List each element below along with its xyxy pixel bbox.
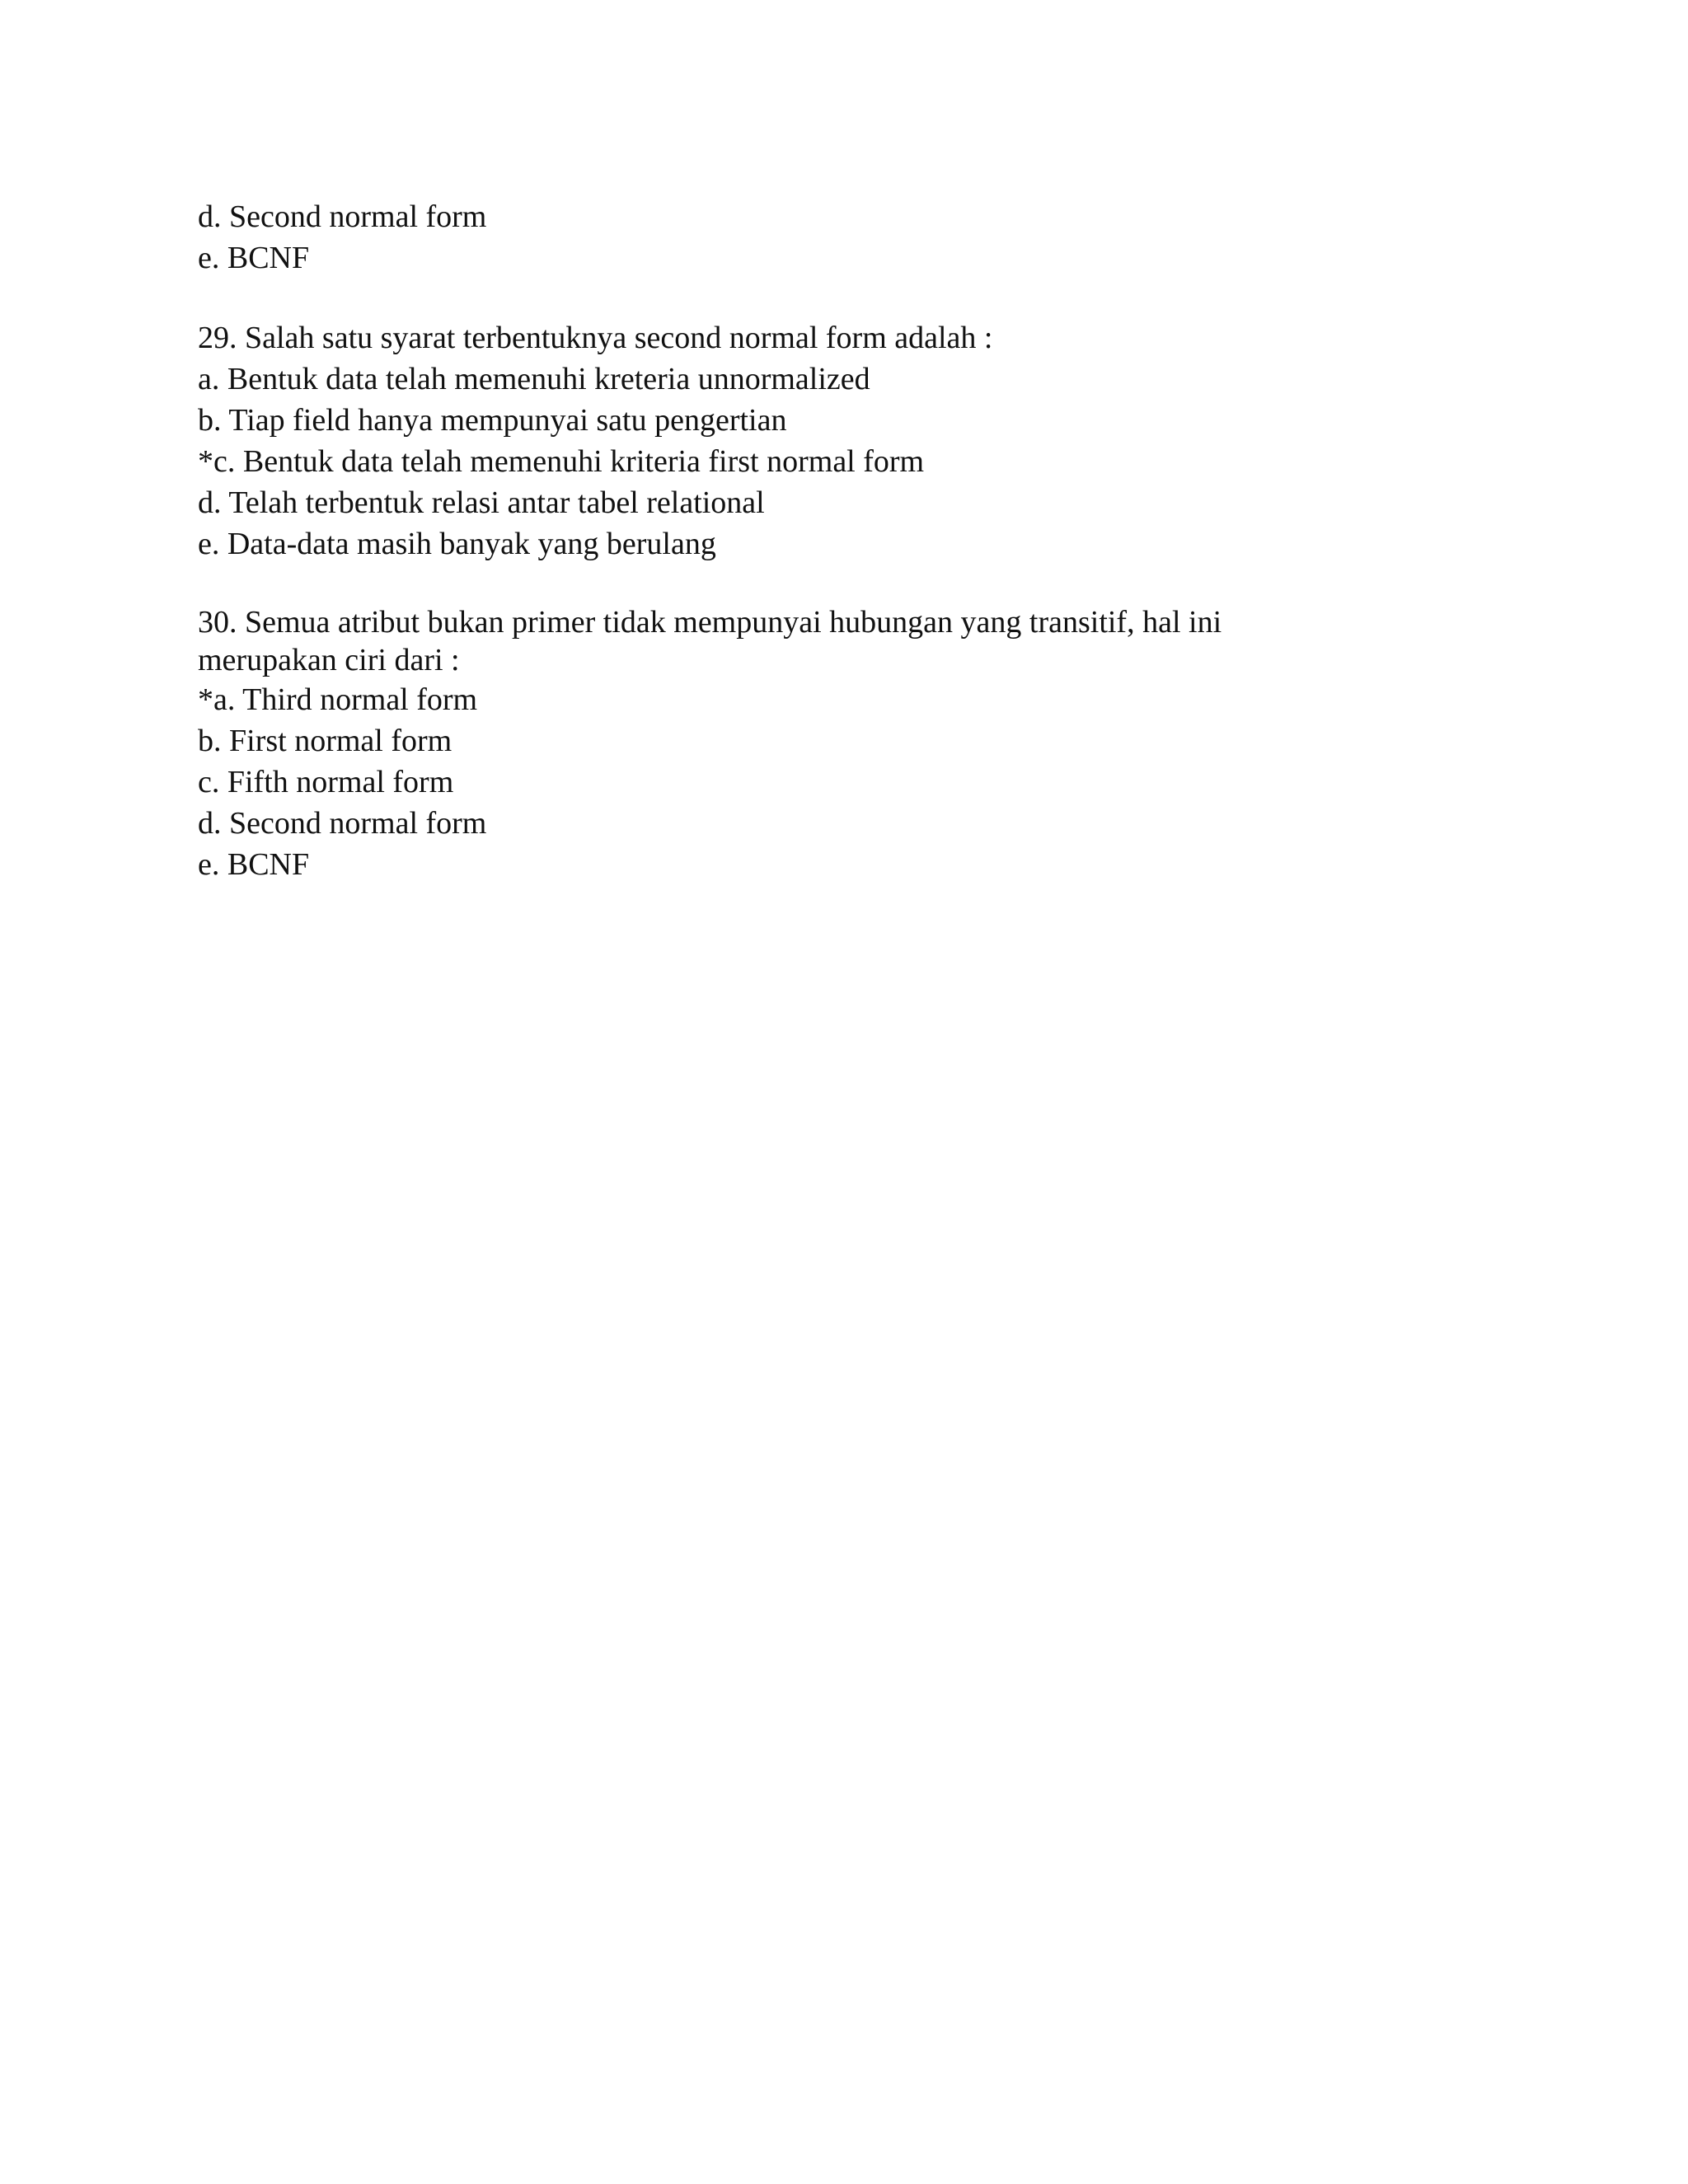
option-item: e. BCNF bbox=[198, 847, 310, 882]
option-item: b. First normal form bbox=[198, 724, 452, 758]
page-content bbox=[198, 196, 1517, 885]
question-29 bbox=[198, 317, 1517, 565]
option-item: *a. Third normal form bbox=[198, 682, 478, 717]
option-item: d. Second normal form bbox=[198, 806, 487, 841]
option-item: e. BCNF bbox=[198, 241, 310, 275]
option-item: *c. Bentuk data telah memenuhi kriteria first normal form bbox=[198, 444, 925, 479]
continued-options bbox=[198, 196, 1517, 279]
option-item: d. Telah terbentuk relasi antar tabel relational bbox=[198, 485, 765, 520]
question-30 bbox=[198, 603, 1517, 885]
question-stem: 30. Semua atribut bukan primer tidak mempunyai hubungan yang transitif, hal ini merupakan ciri dari : bbox=[198, 605, 1222, 677]
option-item: c. Fifth normal form bbox=[198, 765, 454, 799]
option-item: a. Bentuk data telah memenuhi kreteria unnormalized bbox=[198, 362, 870, 396]
option-item: b. Tiap field hanya mempunyai satu pengertian bbox=[198, 403, 787, 438]
option-item: e. Data-data masih banyak yang berulang bbox=[198, 527, 716, 561]
option-item: d. Second normal form bbox=[198, 199, 487, 234]
question-stem: 29. Salah satu syarat terbentuknya second normal form adalah : bbox=[198, 321, 993, 355]
